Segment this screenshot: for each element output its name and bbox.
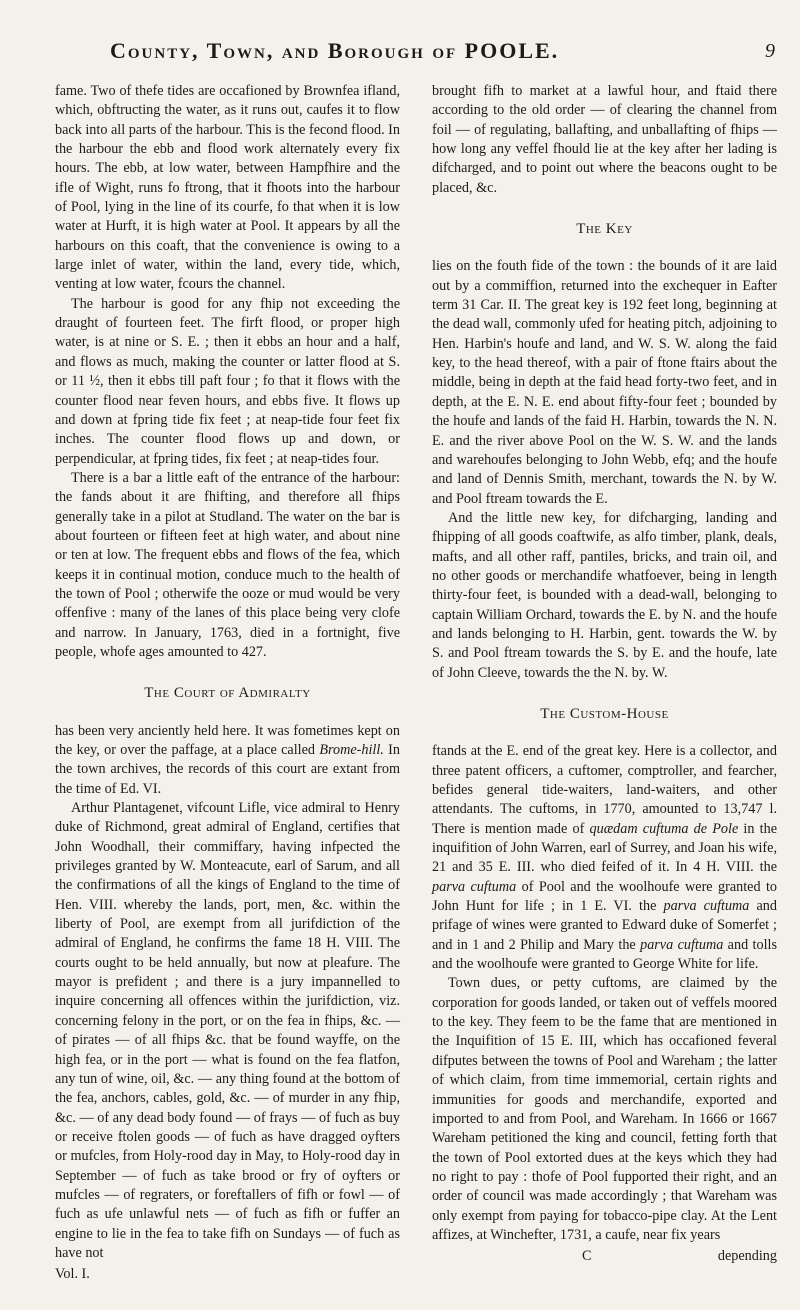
volume-signature: Vol. I. [55,1266,90,1283]
right-column [432,82,777,1267]
paragraph: lies on the fouth fide of the town : the bounds of it are laid out by a commiffion, returned into the exchequer in Eafter term 31 Car. II. The great key is 192 feet long, beginning at the dead wall, commonly ufed for heating pitch, adjoining to Hen. Harbin's houfe and land, and W. S. W. along the faid key, to the head thereof, with a pair of ftone ftairs about the middle, being in depth at the faid head forty-two feet, and in depth, at the E. N. E. end about fifty-four feet ; bounded by the houfe and lands of the faid H. Harbin, towards the N. N. E. and the river above Pool on the W. S. W. and the lands and warehoufes belonging to John Webb, efq; and the houfe and land of Dennis Smith, merchant, towards the N. by W. and Pool ftream towards the E. [432,258,777,507]
section-heading-admiralty: The Court of Admiralty [144,685,311,702]
text-run: has been very anciently held here. It was fometimes kept on the key, or over the paffage, at a place called [55,722,400,758]
paragraph [432,742,777,974]
signature-mark: C [582,1248,592,1265]
text-run: In the town archives, the records of this court are extant from the time of Ed. VI. [55,742,401,797]
page-number: 9 [765,40,775,62]
text-run: and prifage of wines were granted to Edward duke of Somerfet ; and in 1 and 2 Philip and Mary the [432,898,777,953]
paragraph: There is a bar a little eaft of the entrance of the harbour: the fands about it are fhifting, and therefore all fhips generally take in a pilot at Studland. The water on the bar is about fourteen or fifteen feet at high water, and about nine or ten at low. The frequent ebbs and flows of the fea, which keeps it in continual motion, conduce much to the health of the town of Pool ; otherwife the ooze or mud would be very offenfive : many of the lanes of this place being very clofe and narrow. In January, 1763, died in a fortnight, five people, whofe ages amounted to 427. [55,469,400,660]
italic-latin: parva cuftuma [640,936,724,953]
running-head: County, Town, and Borough of POOLE. [110,38,560,63]
italic-latin: parva cuftuma [663,898,750,915]
left-column [55,82,400,1285]
signature-line [55,1265,400,1284]
catchword: depending [717,1248,777,1265]
signature-line [432,1247,777,1266]
text-run: of Pool and the woolhoufe were granted to John Hunt for life ; in 1 E. VI. the [432,878,777,915]
italic-latin: quædam cuftuma de Pole [589,820,739,837]
italic-latin: parva cuftuma [432,878,517,895]
paragraph: The harbour is good for any fhip not exceeding the draught of fourteen feet. The firft flood, or proper high water, is at nine or S. E. ; then it ebbs an hour and a half, and flows as much, making the counter or latter flood at S. or 11 ½, then it ebbs till paft four ; fo that it flows with the counter flood near feven hours, and ebbs five. It flows up and down at fpring tide fix feet ; at neap-tide four feet fix inches. The counter flood flows up and down, or perpendicular, at fpring tides, fix feet ; at neap-tides four. [55,295,400,467]
text-run: ftands at the E. end of the great key. Here is a collector, and three patent officers, a cuftomer, comptroller, and fearcher, befides general tide-waiters, land-waiters, and other attendants. The cuftoms, in 1770, amounted to 13,747 l. There is mention made of [432,743,777,837]
paragraph: And the little new key, for difcharging, landing and fhipping of all goods coaftwife, as alfo timber, plank, deals, mafts, and all other raff, pantiles, bricks, and train oil, and no other goods or merchandife whatfoever, being in length thirty-four feet, is bounded with a dead-wall, belonging to captain William Orchard, towards the E. by N. and the houfe and lands belonging to H. Harbin, gent. towards the W. by S. and Pool ftream towards the S. by E. and the houfe, late of John Cleeve, towards the the N. by. W. [432,509,777,681]
text-run: in the inquifition of John Warren, earl of Surrey, and Joan his wife, 21 and 35 E. III. who died feifed of it. In 4 H. VIII. the [432,820,777,876]
paragraph: Town dues, or petty cuftoms, are claimed by the corporation for goods landed, or taken out of veffels moored to the key. They feem to be the fame that are mentioned in the Inquifition of 15 E. III, which has occafioned feveral difputes between the towns of Pool and Wareham ; the latter of which claim, from time immemorial, certain rights and immunities for goods and merchandife, exported and imported to and from Pool, and Wareham. In 1666 or 1667 Wareham petitioned the king and council, fetting forth that the town of Pool extorted dues at the keys which they had no right to pay : thofe of Pool fupported their right, and an order of council was made accordingly ; that Wareham was only exempt from paying for tobacco-pipe clay. At the Lent affizes, at Winchefter, 1731, a caufe, near fix years [432,975,777,1243]
paragraph: Arthur Plantagenet, vifcount Lifle, vice admiral to Henry duke of Richmond, great admiral of England, certifies that John Woodhall, their commiffary, having infpected the privileges granted by W. Monteacute, earl of Sarum, and all the confirmations of all the kings of England to the time of Hen. VIII. whereby the lands, port, men, &c. within the liberty of Pool, are exempt from all jurifdiction of the admiral of England, he confirms the fame 18 H. VIII. The courts ought to be held annually, but now at pleafure. The mayor is prefident ; and there is a jury impannelled to inquire concerning all offences within the jurifdiction, viz. concerning felony in the port, or on the fea in fhips, &c. — of pirates — of all fhips &c. that be found wayffe, on the high fea, or in the port — what is found on the fea flatfon, any tun of wine, oil, &c. — any thing found at the bottom of the fea, anchors, cables, gold, &c. — of murder in any fhip, &c. — of any dead body found — of frays — of fuch as buy or receive ftolen goods — of fuch as have dragged oyfters or mufcles, from Holy-rood day in May, to Holy-rood day in September — of fuch as take brood or fry of oyfters or mufcles — of regraters, or foreftallers of fifh or fowl — of fuch as ufe unlawful nets — of fuch as fifh or fuffer an engine to lie in the fea to take fifh on Sundays — of fuch as have not [55,800,400,1261]
italic-place-name: Brome-hill. [319,742,384,758]
paragraph [55,722,400,799]
section-heading-custom-house: The Custom-House [540,705,669,722]
section-heading-key: The Key [576,221,633,238]
paragraph: fame. Two of thefe tides are occafioned by Brownfea ifland, which, obftructing the water, as it runs out, caufes it to flow back into all parts of the harbour. This is the fecond flood. In the harbour the ebb and flood work alternately every fix hours. The ebb, at low water, between Hampfhire and the ifle of Wight, runs fo ftrong, that it fhoots into the harbour of Pool, lying in the line of its courfe, fo that when it is low water at Hurft, it is high water at Pool. It appears by all the harbours on this coaft, that the convenience is owing to a large inlet of water, within the land, every tide, which, venting at low water, fcours the channel. [55,83,400,293]
text-run: and tolls and the woolhoufe were granted to George White for life. [432,936,777,973]
page-header [0,36,800,76]
paragraph: brought fifh to market at a lawful hour, and ftaid there according to the old order — of clearing the channel from foil — of regulating, ballafting, and unballafting of fhips — how long any veffel fhould lie at the key after her lading is difcharged, and to point out where the beacons ought to be placed, &c. [432,83,777,196]
